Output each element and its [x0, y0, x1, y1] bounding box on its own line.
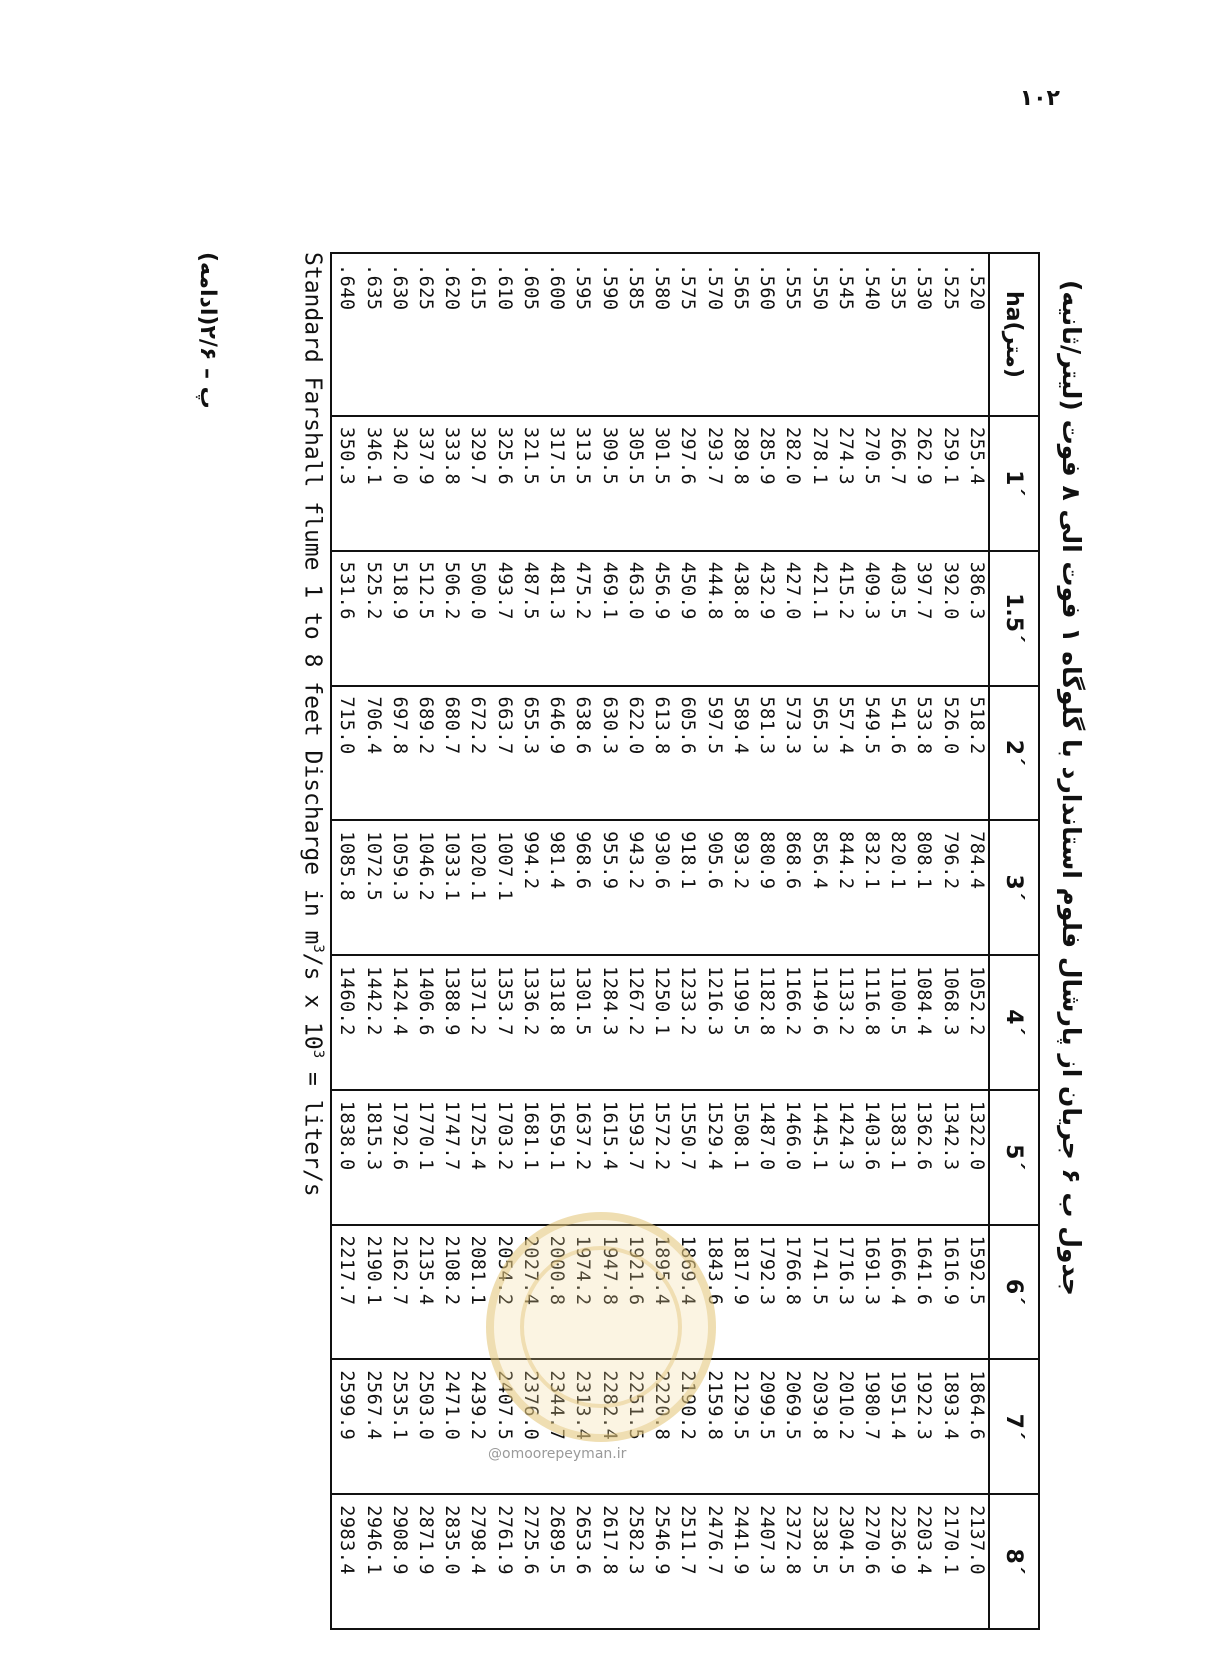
cell-discharge: 415.2	[831, 551, 857, 686]
cell-discharge: 1703.2	[489, 1090, 515, 1225]
cell-head: .540	[857, 253, 883, 416]
cell-head: .620	[437, 253, 463, 416]
cell-discharge: 2220.8	[647, 1359, 673, 1494]
cell-discharge: 297.6	[673, 416, 699, 551]
cell-discharge: 2344.7	[542, 1359, 568, 1494]
table-header-row	[989, 253, 1039, 1629]
cell-discharge: 2251.5	[621, 1359, 647, 1494]
cell-discharge: 943.2	[621, 820, 647, 955]
cell-discharge: 1466.0	[778, 1090, 804, 1225]
cell-discharge: 1336.2	[516, 955, 542, 1090]
cell-discharge: 1182.8	[752, 955, 778, 1090]
cell-discharge: 2190.2	[673, 1359, 699, 1494]
cell-discharge: 493.7	[489, 551, 515, 686]
cell-discharge: 2137.0	[962, 1494, 989, 1629]
cell-discharge: 2190.1	[358, 1225, 384, 1360]
cell-discharge: 259.1	[935, 416, 961, 551]
cell-discharge: 469.1	[594, 551, 620, 686]
cell-head: .535	[883, 253, 909, 416]
table-row	[962, 253, 989, 1629]
cell-discharge: 1792.3	[752, 1225, 778, 1360]
cell-discharge: 2761.9	[489, 1494, 515, 1629]
cell-discharge: 325.6	[489, 416, 515, 551]
cell-discharge: 500.0	[463, 551, 489, 686]
cell-discharge: 475.2	[568, 551, 594, 686]
cell-discharge: 2372.8	[778, 1494, 804, 1629]
cell-discharge: 1615.4	[594, 1090, 620, 1225]
header-throat-width: 4´	[989, 955, 1039, 1090]
cell-discharge: 597.5	[699, 686, 725, 821]
cell-discharge: 1922.3	[909, 1359, 935, 1494]
watermark-site: @omoorepeyman.ir	[488, 1446, 627, 1462]
cell-head: .530	[909, 253, 935, 416]
cell-discharge: 2170.1	[935, 1494, 961, 1629]
cell-discharge: 1487.0	[752, 1090, 778, 1225]
cell-discharge: 808.1	[909, 820, 935, 955]
cell-discharge: 1980.7	[857, 1359, 883, 1494]
cell-discharge: 350.3	[331, 416, 358, 551]
cell-discharge: 2338.5	[804, 1494, 830, 1629]
cell-discharge: 2798.4	[463, 1494, 489, 1629]
cell-discharge: 905.6	[699, 820, 725, 955]
cell-discharge: 2439.2	[463, 1359, 489, 1494]
cell-discharge: 1033.1	[437, 820, 463, 955]
cell-discharge: 918.1	[673, 820, 699, 955]
table-row	[935, 253, 961, 1629]
cell-discharge: 1716.3	[831, 1225, 857, 1360]
cell-head: .550	[804, 253, 830, 416]
cell-discharge: 2099.5	[752, 1359, 778, 1494]
cell-discharge: 2135.4	[411, 1225, 437, 1360]
cell-discharge: 1951.4	[883, 1359, 909, 1494]
cell-head: .600	[542, 253, 568, 416]
cell-discharge: 1747.7	[437, 1090, 463, 1225]
cell-discharge: 1072.5	[358, 820, 384, 955]
cell-discharge: 1593.7	[621, 1090, 647, 1225]
cell-discharge: 646.9	[542, 686, 568, 821]
table-row	[857, 253, 883, 1629]
cell-head: .565	[726, 253, 752, 416]
cell-discharge: 313.5	[568, 416, 594, 551]
cell-head: .575	[673, 253, 699, 416]
cell-discharge: 557.4	[831, 686, 857, 821]
cell-discharge: 2983.4	[331, 1494, 358, 1629]
table-row	[489, 253, 515, 1629]
cell-discharge: 706.4	[358, 686, 384, 821]
cell-discharge: 285.9	[752, 416, 778, 551]
cell-discharge: 2567.4	[358, 1359, 384, 1494]
cell-discharge: 255.4	[962, 416, 989, 551]
cell-discharge: 1843.6	[699, 1225, 725, 1360]
cell-discharge: 2835.0	[437, 1494, 463, 1629]
cell-discharge: 573.3	[778, 686, 804, 821]
cell-discharge: 630.3	[594, 686, 620, 821]
page-number: ۱۰۲	[1019, 86, 1060, 111]
cell-discharge: 1383.1	[883, 1090, 909, 1225]
cell-discharge: 1741.5	[804, 1225, 830, 1360]
cell-discharge: 1371.2	[463, 955, 489, 1090]
cell-discharge: 333.8	[437, 416, 463, 551]
cell-discharge: 856.4	[804, 820, 830, 955]
cell-discharge: 1322.0	[962, 1090, 989, 1225]
cell-discharge: 531.6	[331, 551, 358, 686]
header-throat-width: 7´	[989, 1359, 1039, 1494]
cell-head: .635	[358, 253, 384, 416]
cell-discharge: 2617.8	[594, 1494, 620, 1629]
cell-discharge: 1406.6	[411, 955, 437, 1090]
cell-discharge: 1100.5	[883, 955, 909, 1090]
cell-discharge: 278.1	[804, 416, 830, 551]
cell-discharge: 1766.8	[778, 1225, 804, 1360]
header-ha: ha(متر)	[989, 253, 1039, 416]
cell-discharge: 2407.3	[752, 1494, 778, 1629]
cell-discharge: 2313.4	[568, 1359, 594, 1494]
cell-discharge: 589.4	[726, 686, 752, 821]
cell-discharge: 638.6	[568, 686, 594, 821]
caption-text: Standard Farshall flume 1 to 8 feet Discharge in m	[299, 252, 326, 945]
cell-discharge: 427.0	[778, 551, 804, 686]
cell-discharge: 481.3	[542, 551, 568, 686]
caption-end: = liter/s	[299, 1058, 326, 1197]
cell-discharge: 680.7	[437, 686, 463, 821]
table-row	[726, 253, 752, 1629]
cell-discharge: 450.9	[673, 551, 699, 686]
cell-discharge: 518.9	[385, 551, 411, 686]
cell-discharge: 1681.1	[516, 1090, 542, 1225]
cell-discharge: 1817.9	[726, 1225, 752, 1360]
cell-discharge: 784.4	[962, 820, 989, 955]
cell-discharge: 981.4	[542, 820, 568, 955]
cell-discharge: 1893.4	[935, 1359, 961, 1494]
cell-discharge: 1508.1	[726, 1090, 752, 1225]
header-throat-width: 2´	[989, 686, 1039, 821]
cell-discharge: 1637.2	[568, 1090, 594, 1225]
cell-head: .590	[594, 253, 620, 416]
cell-discharge: 2546.9	[647, 1494, 673, 1629]
header-throat-width: 5´	[989, 1090, 1039, 1225]
cell-discharge: 1133.2	[831, 955, 857, 1090]
cell-discharge: 541.6	[883, 686, 909, 821]
cell-discharge: 1267.2	[621, 955, 647, 1090]
cell-discharge: 2129.5	[726, 1359, 752, 1494]
cell-discharge: 2653.6	[568, 1494, 594, 1629]
cell-discharge: 832.1	[857, 820, 883, 955]
table-row	[831, 253, 857, 1629]
cell-discharge: 2081.1	[463, 1225, 489, 1360]
cell-discharge: 2471.0	[437, 1359, 463, 1494]
cell-discharge: 421.1	[804, 551, 830, 686]
cell-discharge: 1084.4	[909, 955, 935, 1090]
cell-discharge: 1792.6	[385, 1090, 411, 1225]
cell-discharge: 2282.4	[594, 1359, 620, 1494]
header-throat-width: 1´	[989, 416, 1039, 551]
cell-discharge: 2027.4	[516, 1225, 542, 1360]
cell-discharge: 581.3	[752, 686, 778, 821]
cell-discharge: 1666.4	[883, 1225, 909, 1360]
table-caption	[299, 252, 326, 1630]
cell-discharge: 533.8	[909, 686, 935, 821]
cell-discharge: 1869.4	[673, 1225, 699, 1360]
cell-discharge: 342.0	[385, 416, 411, 551]
cell-discharge: 1592.5	[962, 1225, 989, 1360]
cell-discharge: 796.2	[935, 820, 961, 955]
cell-discharge: 2010.2	[831, 1359, 857, 1494]
cell-discharge: 1353.7	[489, 955, 515, 1090]
cell-discharge: 525.2	[358, 551, 384, 686]
cell-discharge: 2108.2	[437, 1225, 463, 1360]
cell-discharge: 1659.1	[542, 1090, 568, 1225]
cell-discharge: 456.9	[647, 551, 673, 686]
cell-discharge: 1838.0	[331, 1090, 358, 1225]
cell-discharge: 622.0	[621, 686, 647, 821]
cell-discharge: 2304.5	[831, 1494, 857, 1629]
cell-discharge: 2054.2	[489, 1225, 515, 1360]
cell-head: .585	[621, 253, 647, 416]
cell-discharge: 1052.2	[962, 955, 989, 1090]
cell-discharge: 2946.1	[358, 1494, 384, 1629]
cell-discharge: 2162.7	[385, 1225, 411, 1360]
cell-discharge: 1864.6	[962, 1359, 989, 1494]
cell-discharge: 844.2	[831, 820, 857, 955]
cell-discharge: 1442.2	[358, 955, 384, 1090]
cell-discharge: 1046.2	[411, 820, 437, 955]
cell-discharge: 1250.1	[647, 955, 673, 1090]
cell-head: .640	[331, 253, 358, 416]
cell-discharge: 392.0	[935, 551, 961, 686]
cell-discharge: 1445.1	[804, 1090, 830, 1225]
cell-discharge: 605.6	[673, 686, 699, 821]
cell-discharge: 2908.9	[385, 1494, 411, 1629]
cell-discharge: 444.8	[699, 551, 725, 686]
cell-discharge: 1460.2	[331, 955, 358, 1090]
cell-discharge: 549.5	[857, 686, 883, 821]
cell-discharge: 672.2	[463, 686, 489, 821]
cell-discharge: 518.2	[962, 686, 989, 821]
cell-discharge: 526.0	[935, 686, 961, 821]
cell-discharge: 403.5	[883, 551, 909, 686]
cell-discharge: 512.5	[411, 551, 437, 686]
cell-discharge: 2476.7	[699, 1494, 725, 1629]
table-row	[778, 253, 804, 1629]
cell-discharge: 289.8	[726, 416, 752, 551]
cell-discharge: 1725.4	[463, 1090, 489, 1225]
cell-discharge: 2599.9	[331, 1359, 358, 1494]
cell-discharge: 1947.8	[594, 1225, 620, 1360]
cell-head: .630	[385, 253, 411, 416]
cell-discharge: 1342.3	[935, 1090, 961, 1225]
cell-head: .545	[831, 253, 857, 416]
cell-head: .580	[647, 253, 673, 416]
cell-head: .570	[699, 253, 725, 416]
cell-discharge: 1068.3	[935, 955, 961, 1090]
cell-discharge: 397.7	[909, 551, 935, 686]
cell-discharge: 438.8	[726, 551, 752, 686]
cell-discharge: 346.1	[358, 416, 384, 551]
table-row	[673, 253, 699, 1629]
cell-discharge: 2407.5	[489, 1359, 515, 1494]
cell-discharge: 1550.7	[673, 1090, 699, 1225]
cell-discharge: 2203.4	[909, 1494, 935, 1629]
cell-discharge: 994.2	[516, 820, 542, 955]
cell-discharge: 613.8	[647, 686, 673, 821]
cell-discharge: 301.5	[647, 416, 673, 551]
cell-head: .615	[463, 253, 489, 416]
cell-discharge: 1301.5	[568, 955, 594, 1090]
cell-discharge: 1116.8	[857, 955, 883, 1090]
cell-discharge: 1149.6	[804, 955, 830, 1090]
cell-discharge: 1085.8	[331, 820, 358, 955]
cell-discharge: 715.0	[331, 686, 358, 821]
watermark-seal-logo	[486, 1212, 716, 1442]
cell-discharge: 1318.8	[542, 955, 568, 1090]
cell-discharge: 1403.6	[857, 1090, 883, 1225]
cell-discharge: 2689.5	[542, 1494, 568, 1629]
table-row	[437, 253, 463, 1629]
cell-discharge: 274.3	[831, 416, 857, 551]
cell-discharge: 293.7	[699, 416, 725, 551]
cell-discharge: 880.9	[752, 820, 778, 955]
cell-discharge: 432.9	[752, 551, 778, 686]
cell-discharge: 2159.8	[699, 1359, 725, 1494]
cell-discharge: 1572.2	[647, 1090, 673, 1225]
cell-discharge: 1770.1	[411, 1090, 437, 1225]
cell-discharge: 697.8	[385, 686, 411, 821]
cell-head: .525	[935, 253, 961, 416]
table-row	[385, 253, 411, 1629]
cell-discharge: 337.9	[411, 416, 437, 551]
cell-head: .605	[516, 253, 542, 416]
table-row	[331, 253, 358, 1629]
cell-discharge: 655.3	[516, 686, 542, 821]
cell-discharge: 663.7	[489, 686, 515, 821]
cell-discharge: 1059.3	[385, 820, 411, 955]
cell-discharge: 2871.9	[411, 1494, 437, 1629]
cell-discharge: 1921.6	[621, 1225, 647, 1360]
cell-head: .555	[778, 253, 804, 416]
table-row	[752, 253, 778, 1629]
cell-discharge: 487.5	[516, 551, 542, 686]
cell-discharge: 1424.3	[831, 1090, 857, 1225]
header-throat-width: 1.5´	[989, 551, 1039, 686]
table-row	[699, 253, 725, 1629]
cell-head: .520	[962, 253, 989, 416]
table-title: جدول ب ۶ جریان از پارشال فلوم استاندارد با گلوگاه ۱ فوت الی ۸ فوت (لیتر/ثانیه)	[1057, 280, 1086, 1296]
cell-discharge: 2039.8	[804, 1359, 830, 1494]
cell-discharge: 305.5	[621, 416, 647, 551]
cell-discharge: 1895.4	[647, 1225, 673, 1360]
cell-discharge: 2376.0	[516, 1359, 542, 1494]
cell-head: .610	[489, 253, 515, 416]
figure-reference: پ – ۲/۶(ادامه)	[195, 252, 220, 409]
cell-discharge: 1815.3	[358, 1090, 384, 1225]
cell-discharge: 1388.9	[437, 955, 463, 1090]
cell-discharge: 2270.6	[857, 1494, 883, 1629]
cell-discharge: 1233.2	[673, 955, 699, 1090]
cell-discharge: 2441.9	[726, 1494, 752, 1629]
cell-discharge: 266.7	[883, 416, 909, 551]
cell-discharge: 968.6	[568, 820, 594, 955]
cell-discharge: 2069.5	[778, 1359, 804, 1494]
cell-discharge: 1284.3	[594, 955, 620, 1090]
cell-discharge: 820.1	[883, 820, 909, 955]
cell-discharge: 270.5	[857, 416, 883, 551]
table-row	[909, 253, 935, 1629]
cell-discharge: 1020.1	[463, 820, 489, 955]
cell-discharge: 2236.9	[883, 1494, 909, 1629]
caption-exponent-1: 3	[310, 944, 326, 953]
cell-discharge: 409.3	[857, 551, 883, 686]
header-throat-width: 3´	[989, 820, 1039, 955]
cell-discharge: 868.6	[778, 820, 804, 955]
cell-discharge: 2535.1	[385, 1359, 411, 1494]
table-row	[358, 253, 384, 1629]
cell-discharge: 2511.7	[673, 1494, 699, 1629]
cell-discharge: 1166.2	[778, 955, 804, 1090]
cell-discharge: 893.2	[726, 820, 752, 955]
cell-discharge: 1362.6	[909, 1090, 935, 1225]
cell-discharge: 565.3	[804, 686, 830, 821]
cell-head: .625	[411, 253, 437, 416]
cell-discharge: 1641.6	[909, 1225, 935, 1360]
cell-discharge: 321.5	[516, 416, 542, 551]
cell-head: .595	[568, 253, 594, 416]
cell-discharge: 1424.4	[385, 955, 411, 1090]
table-row	[883, 253, 909, 1629]
cell-discharge: 1974.2	[568, 1225, 594, 1360]
cell-discharge: 282.0	[778, 416, 804, 551]
cell-discharge: 317.5	[542, 416, 568, 551]
table-row	[463, 253, 489, 1629]
cell-discharge: 1529.4	[699, 1090, 725, 1225]
cell-discharge: 1007.1	[489, 820, 515, 955]
cell-discharge: 386.3	[962, 551, 989, 686]
cell-discharge: 309.5	[594, 416, 620, 551]
cell-discharge: 2582.3	[621, 1494, 647, 1629]
cell-discharge: 506.2	[437, 551, 463, 686]
cell-discharge: 689.2	[411, 686, 437, 821]
cell-discharge: 2503.0	[411, 1359, 437, 1494]
cell-discharge: 2217.7	[331, 1225, 358, 1360]
cell-discharge: 1616.9	[935, 1225, 961, 1360]
cell-discharge: 262.9	[909, 416, 935, 551]
discharge-table	[330, 252, 1040, 1630]
cell-discharge: 955.9	[594, 820, 620, 955]
table-row	[804, 253, 830, 1629]
cell-discharge: 1691.3	[857, 1225, 883, 1360]
cell-discharge: 930.6	[647, 820, 673, 955]
header-throat-width: 8´	[989, 1494, 1039, 1629]
cell-discharge: 1216.3	[699, 955, 725, 1090]
table-row	[411, 253, 437, 1629]
cell-discharge: 2000.8	[542, 1225, 568, 1360]
cell-head: .560	[752, 253, 778, 416]
cell-discharge: 463.0	[621, 551, 647, 686]
header-throat-width: 6´	[989, 1225, 1039, 1360]
cell-discharge: 2725.6	[516, 1494, 542, 1629]
cell-discharge: 1199.5	[726, 955, 752, 1090]
cell-discharge: 329.7	[463, 416, 489, 551]
caption-mid: /s x 10	[299, 952, 326, 1050]
caption-exponent-2: 3	[310, 1049, 326, 1059]
